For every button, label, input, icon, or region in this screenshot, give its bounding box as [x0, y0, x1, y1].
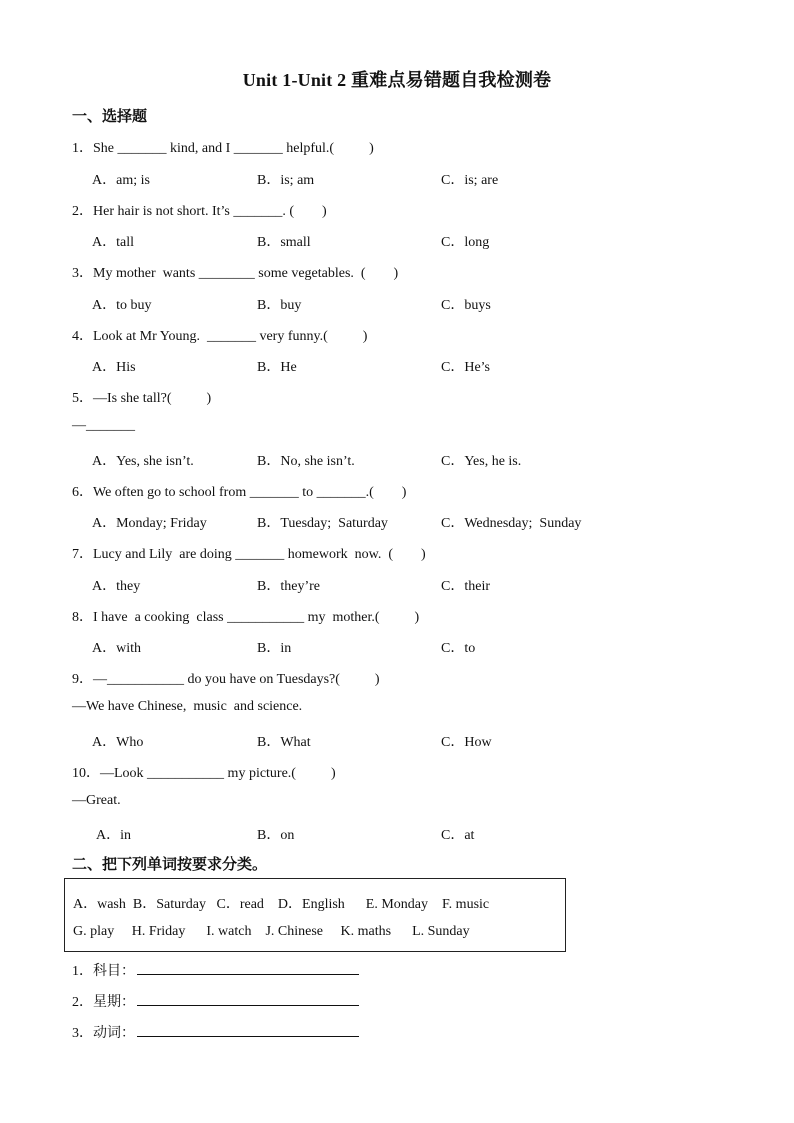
q1-option-b: B．is; am — [257, 173, 315, 188]
answer-weekdays — [72, 991, 359, 1011]
q4-option-a: A．His — [92, 360, 136, 375]
q9-option-c: C．How — [441, 735, 492, 750]
q4-option-b: B．He — [257, 360, 297, 375]
q1-option-a: A．am; is — [92, 173, 150, 188]
answer-weekdays-label: 2．星期： — [72, 995, 135, 1010]
q6-option-c: C．Wednesday; Sunday — [441, 516, 582, 531]
q2-option-c: C．long — [441, 235, 490, 250]
word-bank-box — [64, 878, 566, 952]
answer-subjects-label: 1．科目： — [72, 964, 135, 979]
answer-verbs-blank[interactable] — [137, 1022, 359, 1037]
q5-option-b: B．No, she isn’t. — [257, 454, 355, 469]
q7-option-b: B．they’re — [257, 579, 320, 594]
q6-option-b: B．Tuesday; Saturday — [257, 516, 388, 531]
answer-subjects — [72, 960, 359, 980]
q6-option-a: A．Monday; Friday — [92, 516, 207, 531]
q7-option-c: C．their — [441, 579, 490, 594]
question-8: 8．I have a cooking class ___________ my mother.( ) — [72, 610, 420, 625]
q10-option-a: A．in — [96, 828, 131, 843]
question-7: 7．Lucy and Lily are doing _______ homework now. ( ) — [72, 547, 426, 562]
q8-option-b: B．in — [257, 641, 292, 656]
q8-option-c: C．to — [441, 641, 476, 656]
question-5: 5．—Is she tall?( ) — [72, 391, 212, 406]
q1-option-c: C．is; are — [441, 173, 499, 188]
question-9: 9．—___________ do you have on Tuesdays?( ) — [72, 672, 380, 687]
word-bank-row-1: A．wash B．Saturday C．read D．English E. Monday F. music — [73, 897, 490, 912]
word-bank-row-2: G. play H. Friday I. watch J. Chinese K. maths L. Sunday — [73, 924, 470, 939]
page-title: Unit 1-Unit 2 重难点易错题自我检测卷 — [242, 70, 552, 90]
q8-option-a: A．with — [92, 641, 141, 656]
question-9-response: —We have Chinese, music and science. — [72, 699, 303, 714]
answer-subjects-blank[interactable] — [137, 960, 359, 975]
q2-option-a: A．tall — [92, 235, 134, 250]
answer-weekdays-blank[interactable] — [137, 991, 359, 1006]
q4-option-c: C．He’s — [441, 360, 490, 375]
q3-option-c: C．buys — [441, 298, 491, 313]
q7-option-a: A．they — [92, 579, 141, 594]
question-3: 3．My mother wants ________ some vegetables. ( ) — [72, 266, 399, 281]
answer-verbs-label: 3．动词： — [72, 1026, 135, 1041]
q3-option-a: A．to buy — [92, 298, 152, 313]
question-10: 10．—Look ___________ my picture.( ) — [72, 766, 336, 781]
question-5-response: —_______ — [72, 418, 135, 433]
q10-option-b: B．on — [257, 828, 295, 843]
q5-option-c: C．Yes, he is. — [441, 454, 522, 469]
q9-option-b: B．What — [257, 735, 311, 750]
answer-verbs — [72, 1022, 359, 1042]
question-4: 4．Look at Mr Young. _______ very funny.( ) — [72, 329, 368, 344]
question-10-response: —Great. — [72, 793, 121, 808]
section-2-heading: 二、把下列单词按要求分类。 — [72, 857, 268, 873]
question-1: 1．She _______ kind, and I _______ helpful.( ) — [72, 141, 374, 156]
q9-option-a: A．Who — [92, 735, 144, 750]
q5-option-a: A．Yes, she isn’t. — [92, 454, 194, 469]
q2-option-b: B．small — [257, 235, 311, 250]
q3-option-b: B．buy — [257, 298, 302, 313]
question-2: 2．Her hair is not short. It’s _______. ( ) — [72, 204, 327, 219]
q10-option-c: C．at — [441, 828, 475, 843]
question-6: 6．We often go to school from _______ to _______.( ) — [72, 485, 407, 500]
section-1-heading: 一、选择题 — [72, 109, 148, 125]
